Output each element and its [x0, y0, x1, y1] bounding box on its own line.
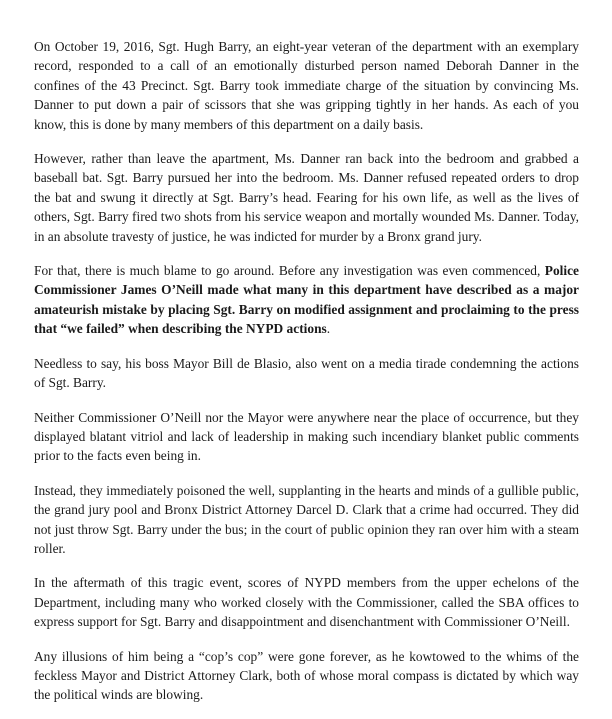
- paragraph-blame-end: .: [326, 321, 331, 337]
- document-page: [34, 37, 579, 705]
- paragraph-mayor: Needless to say, his boss Mayor Bill de Blasio, also went on a media tirade condemning the actions of Sgt. Barry.: [34, 355, 579, 391]
- paragraph-incident: On October 19, 2016, Sgt. Hugh Barry, an eight-year veteran of the department with an exemplary record, responded to a call of an emotionally disturbed person named Deborah Danner in the confines of the 43 Precinct. Sgt. Barry took immediate charge of the situation by convincing Ms. Danner to put down a pair of scissors that she was gripping tightly in her hands. As each of you know, this is done by many members of this department on a daily basis.: [34, 39, 579, 132]
- paragraph-blame-emphasis: Police Commissioner James O’Neill made what many in this department have described as a major amateurish mistake by placing Sgt. Barry on modified assignment and proclaiming to the press that “we failed” when describing the NYPD actions: [34, 263, 579, 337]
- paragraph-shooting: However, rather than leave the apartment, Ms. Danner ran back into the bedroom and grabbed a baseball bat. Sgt. Barry pursued her into the bedroom. Ms. Danner refused repeated orders to drop the bat and swung it directly at Sgt. Barry’s head. Fearing for his own life, as well as the lives of others, Sgt. Barry fired two shots from his service weapon and mortally wounded Ms. Danner. Today, in an absolute travesty of justice, he was indicted for murder by a Bronx grand jury.: [34, 151, 579, 244]
- paragraph-illusions: Any illusions of him being a “cop’s cop” were gone forever, as he kowtowed to the whims of the feckless Mayor and District Attorney Clark, both of whose moral compass is dictated by which way the political winds are blowing.: [34, 648, 579, 703]
- paragraph-blame: [34, 261, 579, 339]
- paragraph-aftermath: In the aftermath of this tragic event, scores of NYPD members from the upper echelons of the Department, including many who worked closely with the Commissioner, called the SBA offices to express support for Sgt. Barry and disappointment and disenchantment with Commissioner O’Neill.: [34, 575, 579, 630]
- paragraph-vitriol: Neither Commissioner O’Neill nor the Mayor were anywhere near the place of occurrence, but they displayed blatant vitriol and lack of leadership in making such incendiary blanket public comments prior to the facts even being in.: [34, 409, 579, 464]
- paragraph-blame-intro: For that, there is much blame to go around. Before any investigation was even commenced,: [34, 263, 545, 279]
- paragraph-poisoned-well: Instead, they immediately poisoned the well, supplanting in the hearts and minds of a gullible public, the grand jury pool and Bronx District Attorney Darcel D. Clark that a crime had occurred. They did not just throw Sgt. Barry under the bus; in the court of public opinion they ran over him with a steam roller.: [34, 482, 579, 556]
